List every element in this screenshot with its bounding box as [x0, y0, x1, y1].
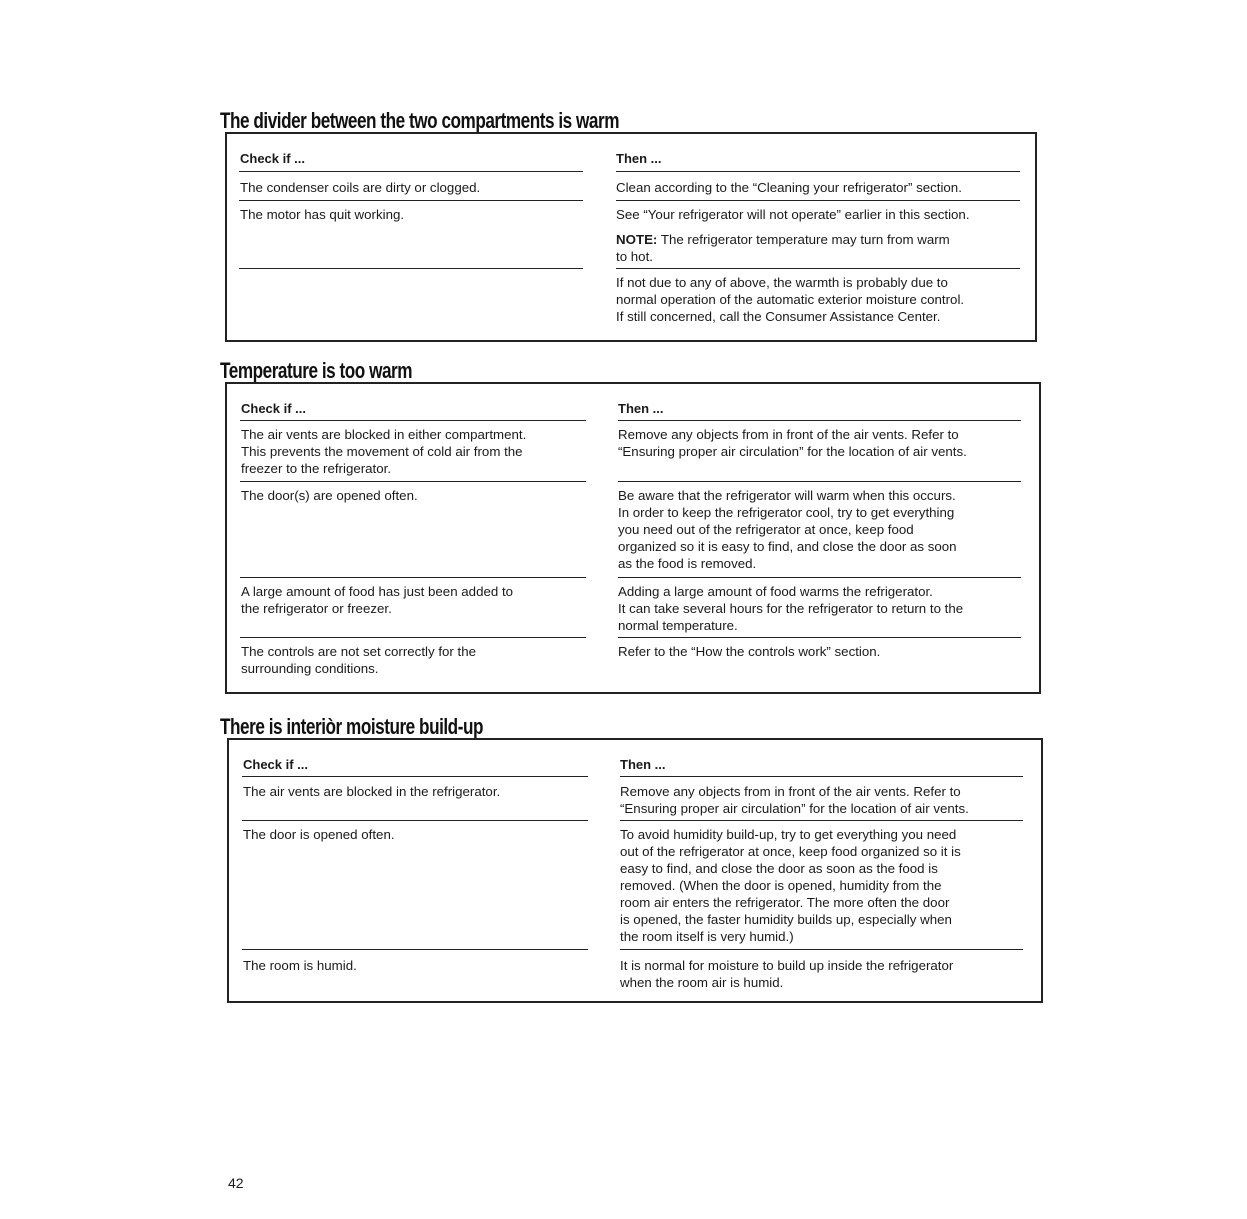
divider-line [616, 171, 1020, 172]
check-if-header: Check if ... [241, 401, 307, 416]
check-cell: The door is opened often. [243, 827, 395, 842]
section-title: The divider between the two compartments is warm [220, 108, 620, 133]
divider-line [620, 776, 1023, 777]
divider-line [618, 481, 1021, 482]
divider-line [618, 577, 1021, 578]
divider-line [620, 949, 1023, 950]
section-title: Temperature is too warm [220, 358, 413, 383]
check-cell: The room is humid. [243, 958, 357, 973]
check-cell: The controls are not set correctly for the surrounding conditions. [241, 644, 477, 676]
divider-line [620, 820, 1023, 821]
divider-line [240, 481, 586, 482]
note-label: NOTE: [616, 232, 658, 247]
check-cell: The condenser coils are dirty or clogged. [240, 180, 481, 195]
then-cell: Adding a large amount of food warms the refrigerator. It can take several hours for the refrigerator to return to the normal temperature. [618, 584, 964, 633]
then-cell: See “Your refrigerator will not operate” earlier in this section. [616, 207, 970, 222]
then-cell: Clean according to the “Cleaning your refrigerator” section. [616, 180, 962, 195]
note-text: The refrigerator temperature may turn from warm to hot. [616, 232, 950, 264]
section-title: There is interiòr moisture build-up [220, 714, 483, 739]
then-header: Then ... [620, 757, 666, 772]
note-cell [616, 231, 950, 265]
divider-line [240, 420, 586, 421]
then-cell: If not due to any of above, the warmth is probably due to normal operation of the automatic exterior moisture control. If still concerned, call the Consumer Assistance Center. [616, 275, 965, 324]
divider-line [616, 268, 1020, 269]
check-if-header: Check if ... [243, 757, 309, 772]
divider-line [242, 776, 588, 777]
check-cell: The air vents are blocked in the refrigerator. [243, 784, 501, 799]
divider-line [239, 268, 583, 269]
then-header: Then ... [618, 401, 664, 416]
page-number: 42 [228, 1175, 244, 1191]
check-cell: A large amount of food has just been added to the refrigerator or freezer. [241, 584, 514, 616]
divider-line [618, 420, 1021, 421]
divider-line [240, 637, 586, 638]
divider-line [618, 637, 1021, 638]
then-cell: Refer to the “How the controls work” section. [618, 644, 881, 659]
divider-line [242, 820, 588, 821]
divider-line [240, 577, 586, 578]
then-cell: Remove any objects from in front of the air vents. Refer to “Ensuring proper air circulation” for the location of air vents. [620, 784, 969, 816]
check-cell: The door(s) are opened often. [241, 488, 418, 503]
divider-line [616, 200, 1020, 201]
then-cell: To avoid humidity build-up, try to get everything you need out of the refrigerator at once, keep food organized so it is easy to find, and close the door as soon as the food is removed. (When the door is opened, humidity from the room air enters the refrigerator. The more often the door is opened, the faster humidity builds up, especially when the room itself is very humid.) [620, 827, 961, 944]
check-cell: The air vents are blocked in either compartment. This prevents the movement of cold air from the freezer to the refrigerator. [241, 427, 527, 476]
then-cell: Remove any objects from in front of the air vents. Refer to “Ensuring proper air circulation” for the location of air vents. [618, 427, 967, 459]
divider-line [239, 171, 583, 172]
check-cell: The motor has quit working. [240, 207, 405, 222]
then-cell: It is normal for moisture to build up inside the refrigerator when the room air is humid. [620, 958, 954, 990]
divider-line [239, 200, 583, 201]
check-if-header: Check if ... [240, 151, 306, 166]
divider-line [242, 949, 588, 950]
then-header: Then ... [616, 151, 662, 166]
then-cell: Be aware that the refrigerator will warm when this occurs. In order to keep the refrigerator cool, try to get everything you need out of the refrigerator at once, keep food organized so it is easy to find, and close the door as soon as the food is removed. [618, 488, 957, 571]
